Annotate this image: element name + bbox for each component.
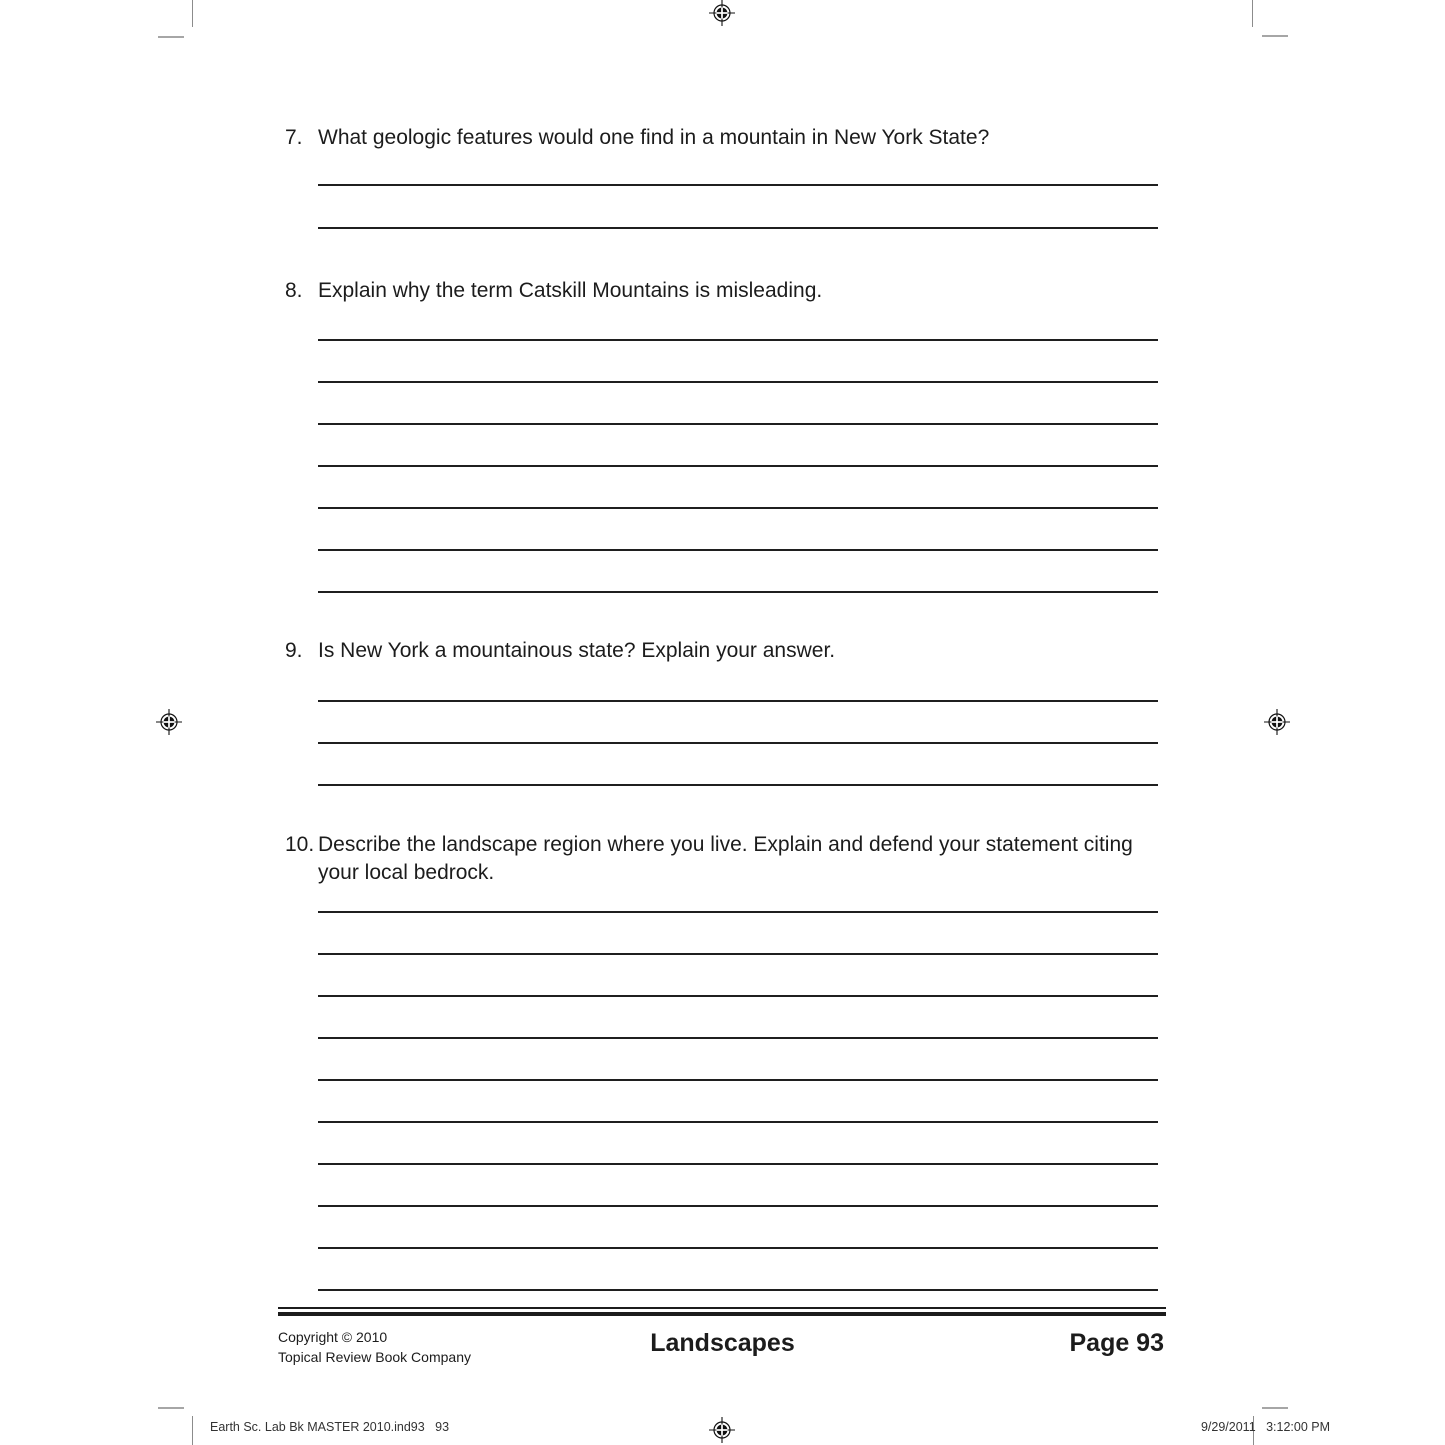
answer-line	[318, 913, 1158, 955]
question-7-text: What geologic features would one find in a mountain in New York State?	[318, 126, 990, 149]
answer-line	[318, 1081, 1158, 1123]
print-slug-filename: Earth Sc. Lab Bk MASTER 2010.ind93 93	[210, 1420, 450, 1434]
question-8-number: 8.	[285, 279, 303, 302]
crop-mark	[1262, 1407, 1288, 1409]
registration-mark-icon	[709, 1417, 735, 1443]
crop-mark	[1252, 0, 1253, 27]
footer-rule-thick	[278, 1312, 1166, 1316]
answer-line	[318, 997, 1158, 1039]
answer-line	[318, 1039, 1158, 1081]
section-title: Landscapes	[650, 1329, 795, 1357]
question-10-number: 10.	[285, 833, 315, 856]
answer-line	[318, 744, 1158, 786]
answer-line	[318, 425, 1158, 467]
answer-line	[318, 1207, 1158, 1249]
answer-line	[318, 1123, 1158, 1165]
registration-mark-icon	[1264, 709, 1290, 735]
answer-line	[318, 1165, 1158, 1207]
question-10-answer-lines	[318, 871, 1158, 1291]
answer-line	[318, 955, 1158, 997]
question-7-number: 7.	[285, 126, 303, 149]
crop-mark	[192, 0, 193, 27]
registration-mark-icon	[156, 709, 182, 735]
crop-mark	[1262, 35, 1288, 37]
question-9-text: Is New York a mountainous state? Explain your answer.	[318, 639, 836, 662]
answer-line	[318, 702, 1158, 744]
answer-line	[318, 186, 1158, 229]
question-7-answer-lines	[318, 143, 1158, 229]
question-8-text: Explain why the term Catskill Mountains is misleading.	[318, 279, 823, 302]
answer-line	[318, 551, 1158, 593]
answer-line	[318, 143, 1158, 186]
crop-mark	[158, 1407, 184, 1409]
print-slug-timestamp: 9/29/2011 3:12:00 PM	[1200, 1420, 1330, 1434]
answer-line	[318, 871, 1158, 913]
answer-line	[318, 383, 1158, 425]
copyright-line-2: Topical Review Book Company	[278, 1349, 471, 1365]
crop-mark	[158, 36, 184, 38]
answer-line	[318, 341, 1158, 383]
question-9-number: 9.	[285, 639, 303, 662]
footer-rule-thin	[278, 1307, 1166, 1309]
answer-line	[318, 509, 1158, 551]
page-number-label: Page 93	[1069, 1329, 1164, 1357]
registration-mark-icon	[709, 0, 735, 26]
copyright-line-1: Copyright © 2010	[278, 1329, 388, 1345]
answer-line	[318, 1249, 1158, 1291]
answer-line	[318, 467, 1158, 509]
question-9-answer-lines	[318, 660, 1158, 786]
answer-line	[318, 299, 1158, 341]
question-8-answer-lines	[318, 299, 1158, 593]
crop-mark	[192, 1416, 193, 1445]
question-10-text: Describe the landscape region where you live. Explain and defend your statement citing your local bedrock.	[318, 833, 1133, 884]
answer-line	[318, 660, 1158, 702]
